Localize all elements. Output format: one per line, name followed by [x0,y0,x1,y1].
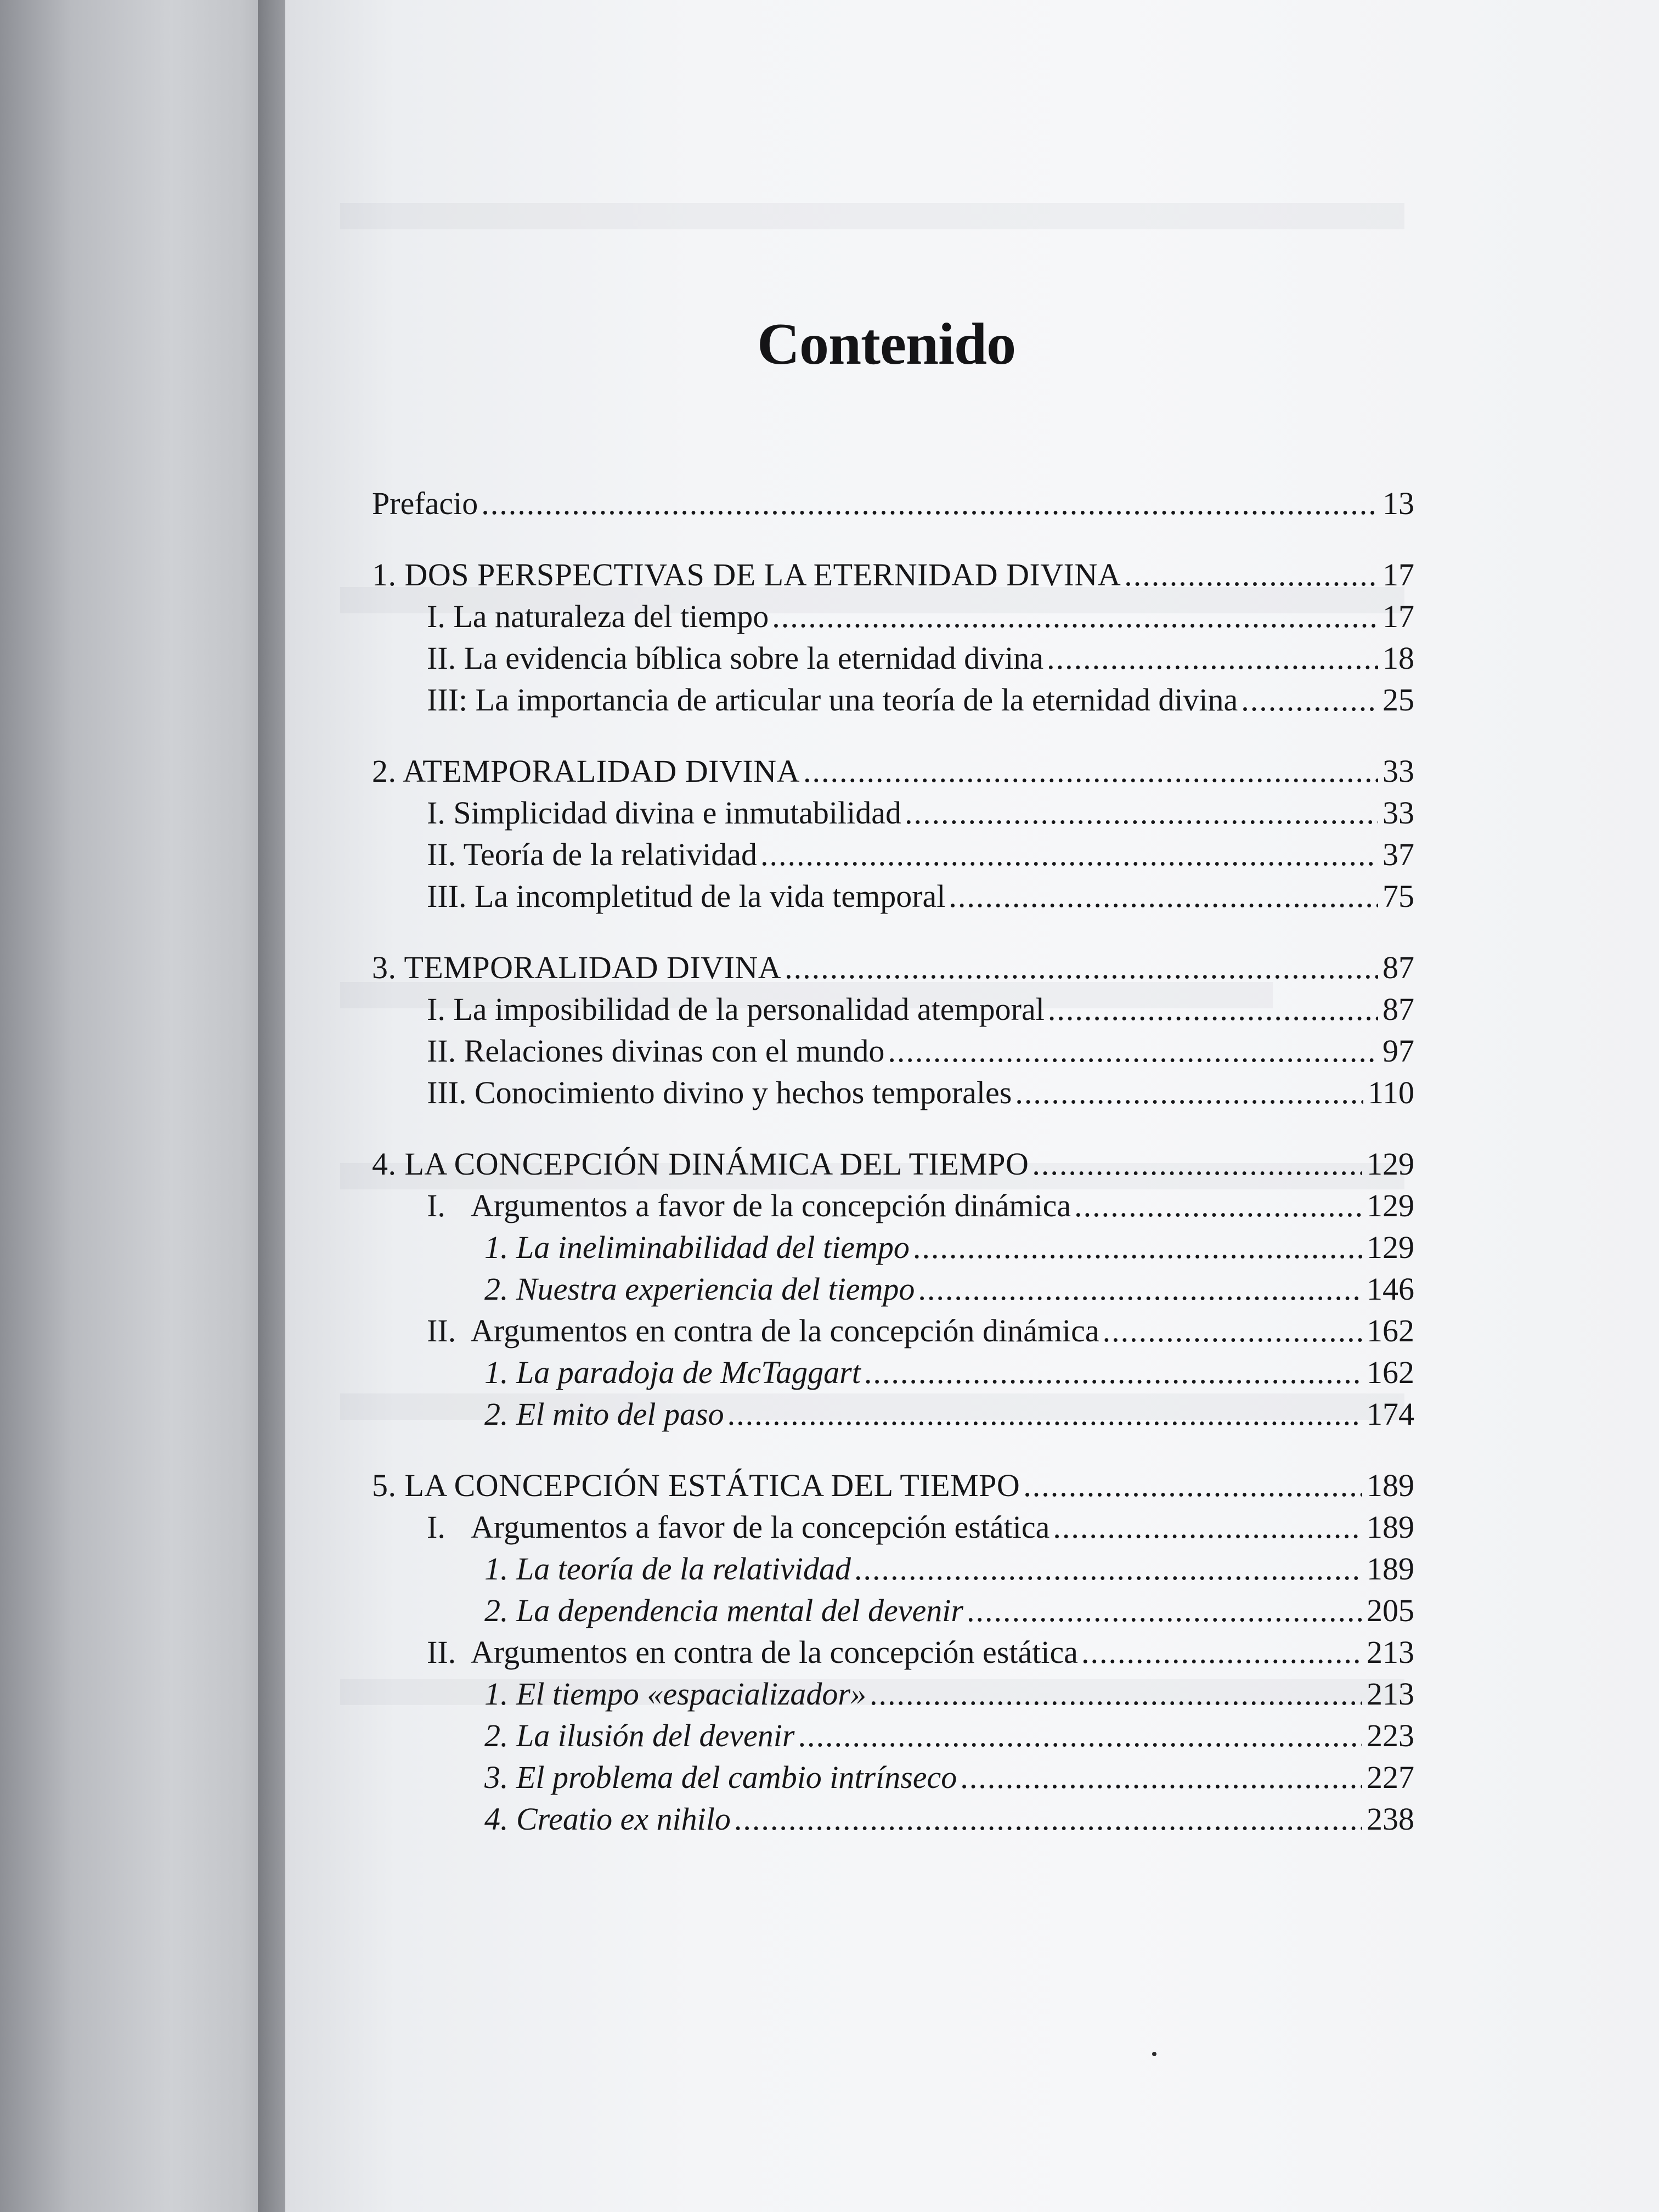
toc-entry-page-number: 13 [1383,486,1414,521]
toc-entry-text: 2. Nuestra experiencia del tiempo [484,1271,915,1307]
leader-dots [1047,637,1378,679]
toc-subsection-entry [372,1227,1414,1268]
toc-section-entry [372,596,1414,637]
toc-entry-label [484,1268,915,1310]
toc-subsection-entry [372,1757,1414,1798]
toc-section-number: I. [427,1509,445,1545]
leader-dots [864,1352,1362,1393]
toc-entry-label [427,1030,884,1072]
toc-entry-text: Argumentos en contra de la concepción dinámica [471,1313,1099,1348]
toc-entry-label [427,834,757,876]
toc-chapter-entry [372,1465,1414,1506]
toc-entry-text: III. La incompletitud de la vida temporal [427,878,946,914]
toc-section-entry [372,679,1414,721]
leader-dots [918,1268,1362,1310]
leader-dots [913,1227,1362,1268]
toc-chapters [372,554,1414,1840]
toc-entry-label [484,1757,957,1798]
toc-section-number: I. [427,1188,445,1223]
toc-entry-text: 1. El tiempo «espacializador» [484,1676,866,1712]
leader-dots [481,483,1378,524]
toc-entry-page-number: 25 [1383,682,1414,718]
toc-entry-page-number: 87 [1383,991,1414,1027]
toc-chapter-title: 1. DOS PERSPECTIVAS DE LA ETERNIDAD DIVINA [372,557,1121,592]
toc-entry-page-number: 223 [1367,1718,1414,1753]
leader-dots [1048,989,1378,1030]
toc-entry-text: Argumentos a favor de la concepción estática [471,1509,1050,1545]
toc-section-entry [372,989,1414,1030]
toc-entry-page-number: 33 [1383,753,1414,789]
toc-entry-label [484,1798,731,1840]
toc-entry-page-number: 75 [1383,878,1414,914]
toc-entry-page-number: 87 [1383,950,1414,985]
toc-entry-page-number: 33 [1383,795,1414,831]
leader-dots [967,1590,1362,1632]
toc-entry-page-number: 189 [1367,1509,1414,1545]
toc-entry-label [484,1352,861,1393]
toc-section-entry [372,792,1414,834]
toc-chapter-entry [372,1143,1414,1185]
toc-entry-label [484,1715,794,1757]
toc-entry-page-number: 238 [1367,1801,1414,1837]
leader-dots [960,1757,1362,1798]
leader-dots [1241,679,1378,721]
toc-chapter-title: 4. LA CONCEPCIÓN DINÁMICA DEL TIEMPO [372,1146,1029,1182]
toc-chapter-entry [372,947,1414,989]
toc-entry-page-number: 129 [1367,1146,1414,1182]
toc-entry-page-number: 18 [1383,640,1414,676]
toc-chapter-title: 3. TEMPORALIDAD DIVINA [372,950,782,985]
toc-entry-text: III. Conocimiento divino y hechos temporales [427,1075,1012,1110]
toc-subsection-entry [372,1798,1414,1840]
toc-entry-label [427,1632,1078,1673]
toc-section-entry [372,1030,1414,1072]
toc-chapter-title: 5. LA CONCEPCIÓN ESTÁTICA DEL TIEMPO [372,1468,1020,1503]
toc-entry-page-number: 227 [1367,1759,1414,1795]
toc-section-number: II. [427,1634,456,1670]
leader-dots [949,876,1378,917]
toc-entry-page-number: 17 [1383,557,1414,592]
leader-dots [1032,1143,1362,1185]
toc-entry-text: 4. Creatio ex nihilo [484,1801,731,1837]
toc-entry-label [427,1072,1012,1114]
toc-entry-label: Prefacio [372,486,478,521]
toc-entry-label [427,1185,1071,1227]
toc-entry-page-number: 162 [1367,1355,1414,1390]
toc-entry-text: 3. El problema del cambio intrínseco [484,1759,957,1795]
toc-entry-page-number: 174 [1367,1396,1414,1432]
toc-entry-page-number: 189 [1367,1468,1414,1503]
table-of-contents [372,483,1414,1870]
leader-dots [1074,1185,1362,1227]
toc-entry-page-number: 162 [1367,1313,1414,1348]
toc-section-entry [372,637,1414,679]
leader-dots [772,596,1378,637]
toc-entry-label [427,1310,1099,1352]
toc-entry-page-number: 97 [1383,1033,1414,1069]
toc-section-entry [372,1632,1414,1673]
leader-dots [1103,1310,1362,1352]
leader-dots [1023,1465,1362,1506]
toc-entry-label [484,1393,724,1435]
toc-entry-page-number: 189 [1367,1551,1414,1587]
toc-section-entry [372,1185,1414,1227]
toc-entry-page-number: 129 [1367,1188,1414,1223]
toc-section-entry [372,1310,1414,1352]
toc-chapter-section [372,1143,1414,1435]
leader-dots [785,947,1378,989]
bleed-through-texture [340,203,1404,229]
toc-chapter-title: 2. ATEMPORALIDAD DIVINA [372,753,800,789]
toc-chapter-section [372,947,1414,1114]
toc-entry-text: 2. La dependencia mental del devenir [484,1593,963,1628]
toc-entry-text: 1. La teoría de la relatividad [484,1551,851,1587]
leader-dots [1124,554,1378,596]
toc-entry-text: I. La naturaleza del tiempo [427,599,769,634]
leader-dots [760,834,1378,876]
toc-entry-page-number: 205 [1367,1593,1414,1628]
toc-entry-text: Argumentos a favor de la concepción dinámica [471,1188,1071,1223]
toc-subsection-entry [372,1715,1414,1757]
leader-dots [870,1673,1362,1715]
toc-entry-page-number: 17 [1383,599,1414,634]
toc-entry-label [484,1548,851,1590]
toc-entry-text: I. La imposibilidad de la personalidad atemporal [427,991,1045,1027]
toc-entry-text: 2. La ilusión del devenir [484,1718,795,1753]
toc-subsection-entry [372,1352,1414,1393]
toc-entry-text: III: La importancia de articular una teoría de la eternidad divina [427,682,1238,718]
leader-dots [727,1393,1362,1435]
toc-entry-text: 2. El mito del paso [484,1396,724,1432]
leader-dots [798,1715,1362,1757]
toc-preface-section [372,483,1414,524]
toc-entry-page-number: 213 [1367,1634,1414,1670]
toc-entry-label [427,1506,1049,1548]
paper-speck [1152,2052,1156,2056]
toc-subsection-entry [372,1590,1414,1632]
toc-entry-text: II. Teoría de la relatividad [427,837,757,872]
toc-section-number: II. [427,1313,456,1348]
leader-dots [905,792,1378,834]
toc-section-entry [372,1506,1414,1548]
leader-dots [734,1798,1362,1840]
toc-entry-page-number: 146 [1367,1271,1414,1307]
toc-section-entry [372,876,1414,917]
toc-entry-page-number: 37 [1383,837,1414,872]
toc-entry-label [484,1673,866,1715]
toc-chapter-section [372,554,1414,721]
toc-entry-label [427,792,901,834]
toc-subsection-entry [372,1393,1414,1435]
toc-entry-page-number: 213 [1367,1676,1414,1712]
leader-dots [888,1030,1378,1072]
toc-section-entry [372,834,1414,876]
left-page [0,0,285,2212]
toc-entry-label [427,596,769,637]
toc-entry-label [484,1227,910,1268]
toc-chapter-section [372,1465,1414,1840]
toc-entry-text: II. Relaciones divinas con el mundo [427,1033,885,1069]
toc-entry-text: I. Simplicidad divina e inmutabilidad [427,795,902,831]
toc-entry-text: 1. La ineliminabilidad del tiempo [484,1229,910,1265]
toc-chapter-entry [372,554,1414,596]
leader-dots [854,1548,1362,1590]
leader-dots [1015,1072,1363,1114]
toc-entry-label [427,637,1043,679]
leader-dots [1053,1506,1362,1548]
leader-dots [1081,1632,1362,1673]
toc-entry-preface [372,483,1414,524]
toc-entry-label [427,989,1045,1030]
toc-subsection-entry [372,1673,1414,1715]
toc-chapter-entry [372,751,1414,792]
toc-entry-text: II. La evidencia bíblica sobre la eternidad divina [427,640,1044,676]
toc-entry-label [427,679,1238,721]
toc-entry-page-number: 110 [1368,1075,1414,1110]
toc-entry-text: 1. La paradoja de McTaggart [484,1355,861,1390]
toc-subsection-entry [372,1268,1414,1310]
toc-entry-label [484,1590,963,1632]
page-title: Contenido [757,312,1016,377]
toc-entry-text: Argumentos en contra de la concepción estática [471,1634,1078,1670]
toc-section-entry [372,1072,1414,1114]
toc-chapter-section [372,751,1414,917]
toc-subsection-entry [372,1548,1414,1590]
toc-entry-page-number: 129 [1367,1229,1414,1265]
toc-entry-label [427,876,945,917]
leader-dots [803,751,1378,792]
